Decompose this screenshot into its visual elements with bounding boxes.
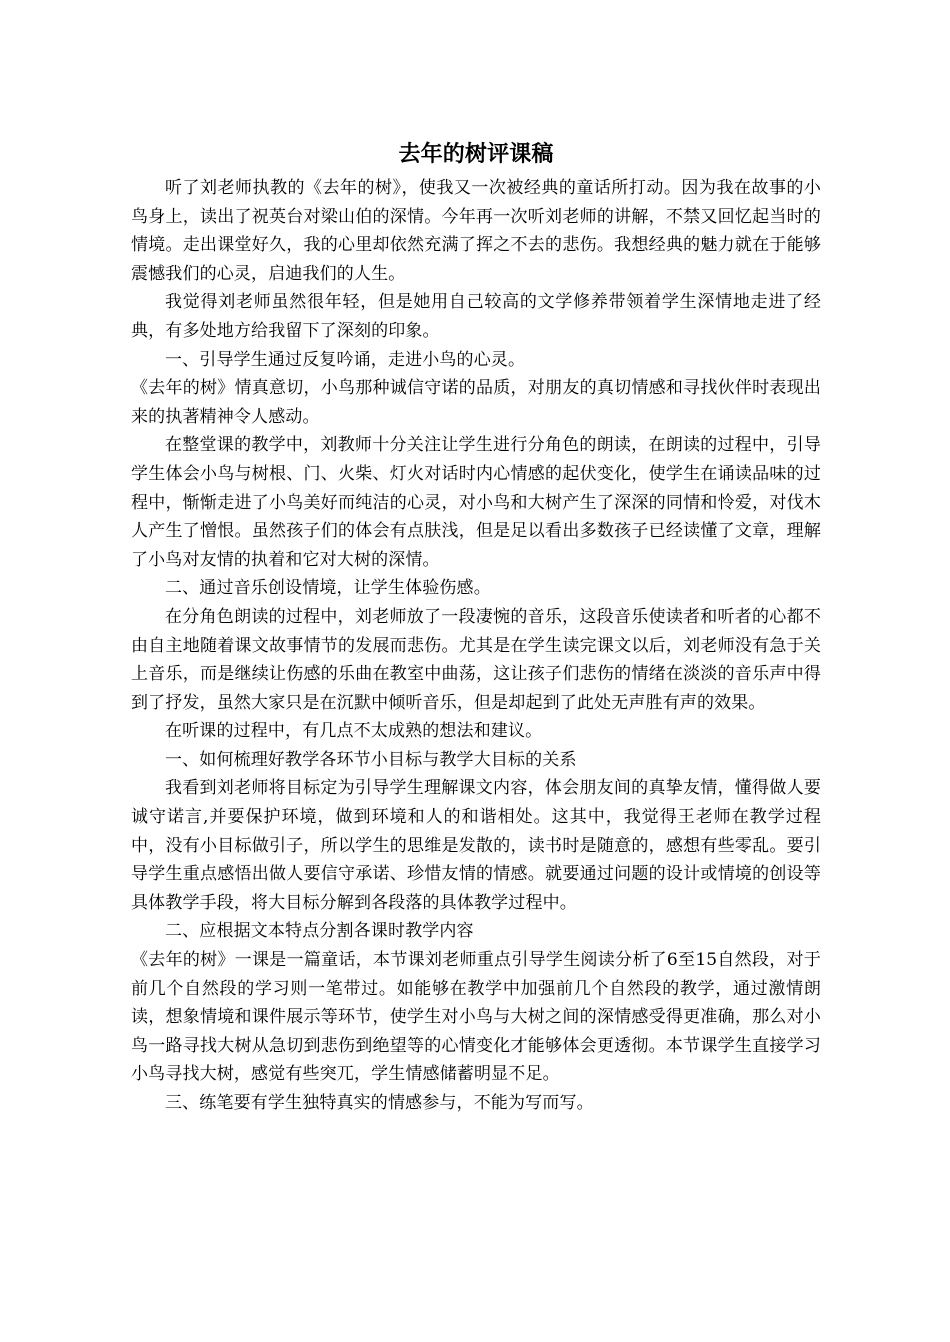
paragraph-3: 《去年的树》情真意切，小鸟那种诚信守诺的品质，对朋友的真切情感和寻找伙伴时表现出来的执著精神令人感动。 [131,378,821,427]
document-body [131,136,821,1118]
paragraph-8: 《去年的树》一课是一篇童话，本节课刘老师重点引导学生阅读分析了6至15自然段，对于前几个自然段的学习则一笔带过。如能够在教学中加强前几个自然段的教学，通过激情朗读，想象情境和课件展示等环节，使学生对小鸟与大树之间的深情感受得更准确，那么对小鸟一路寻找大树从急切到悲伤到绝望等的心情变化才能够体会更透彻。本节课学生直接学习小鸟寻找大树，感觉有些突兀，学生情感储蓄明显不足。 [131,950,821,1085]
paragraph-5: 在分角色朗读的过程中，刘老师放了一段凄惋的音乐，这段音乐使读者和听者的心都不由自主地随着课文故事情节的发展而悲伤。尤其是在学生读完课文以后，刘老师没有急于关上音乐，而是继续让伤感的乐曲在教室中曲荡，这让孩子们悲伤的情绪在淡淡的音乐声中得到了抒发，虽然大家只是在沉默中倾听音乐，但是却起到了此处无声胜有声的效果。 [131,606,821,713]
paragraph-7: 我看到刘老师将目标定为引导学生理解课文内容，体会朋友间的真挚友情，懂得做人要诚守诺言,并要保护环境，做到环境和人的和谐相处。这其中，我觉得王老师在教学过程中，没有小目标做引子，所以学生的思维是发散的，读书时是随意的，感想有些零乱。要引导学生重点感悟出做人要信守承诺、珍惜友情的情感。就要通过问题的设计或情境的创设等具体教学手段，将大目标分解到各段落的具体教学过程中。 [131,778,821,913]
paragraph-2: 我觉得刘老师虽然很年轻，但是她用自己较高的文学修养带领着学生深情地走进了经典，有多处地方给我留下了深刻的印象。 [131,292,821,341]
paragraph-1: 听了刘老师执教的《去年的树》，使我又一次被经典的童话所打动。因为我在故事的小鸟身上，读出了祝英台对梁山伯的深情。今年再一次听刘老师的讲解，不禁又回忆起当时的情境。走出课堂好久，我的心里却依然充满了挥之不去的悲伤。我想经典的魅力就在于能够震憾我们的心灵，启迪我们的人生。 [131,178,821,284]
suggestion-heading-2: 二、应根据文本特点分割各课时教学内容 [165,921,474,942]
suggestion-heading-3: 三、练笔要有学生独特真实的情感参与，不能为写而写。 [165,1093,594,1113]
document-title: 去年的树评课稿 [398,142,554,167]
suggestion-heading-1: 一、如何梳理好教学各环节小目标与教学大目标的关系 [165,749,577,770]
paragraph-6: 在听课的过程中，有几点不太成熟的想法和建议。 [165,721,543,742]
section-heading-1: 一、引导学生通过反复吟诵，走进小鸟的心灵。 [165,349,526,370]
section-heading-2: 二、通过音乐创设情境，让学生体验伤感。 [165,578,491,599]
paragraph-list [131,174,821,1118]
paragraph-4: 在整堂课的教学中，刘教师十分关注让学生进行分角色的朗读，在朗读的过程中，引导学生体会小鸟与树根、门、火柴、灯火对话时内心情感的起伏变化，使学生在诵读品味的过程中，惭惭走进了小鸟美好而纯洁的心灵，对小鸟和大树产生了深深的同情和怜爱，对伐木人产生了憎恨。虽然孩子们的体会有点肤浅，但是足以看出多数孩子已经读懂了文章，理解了小鸟对友情的执着和它对大树的深情。 [131,435,821,570]
